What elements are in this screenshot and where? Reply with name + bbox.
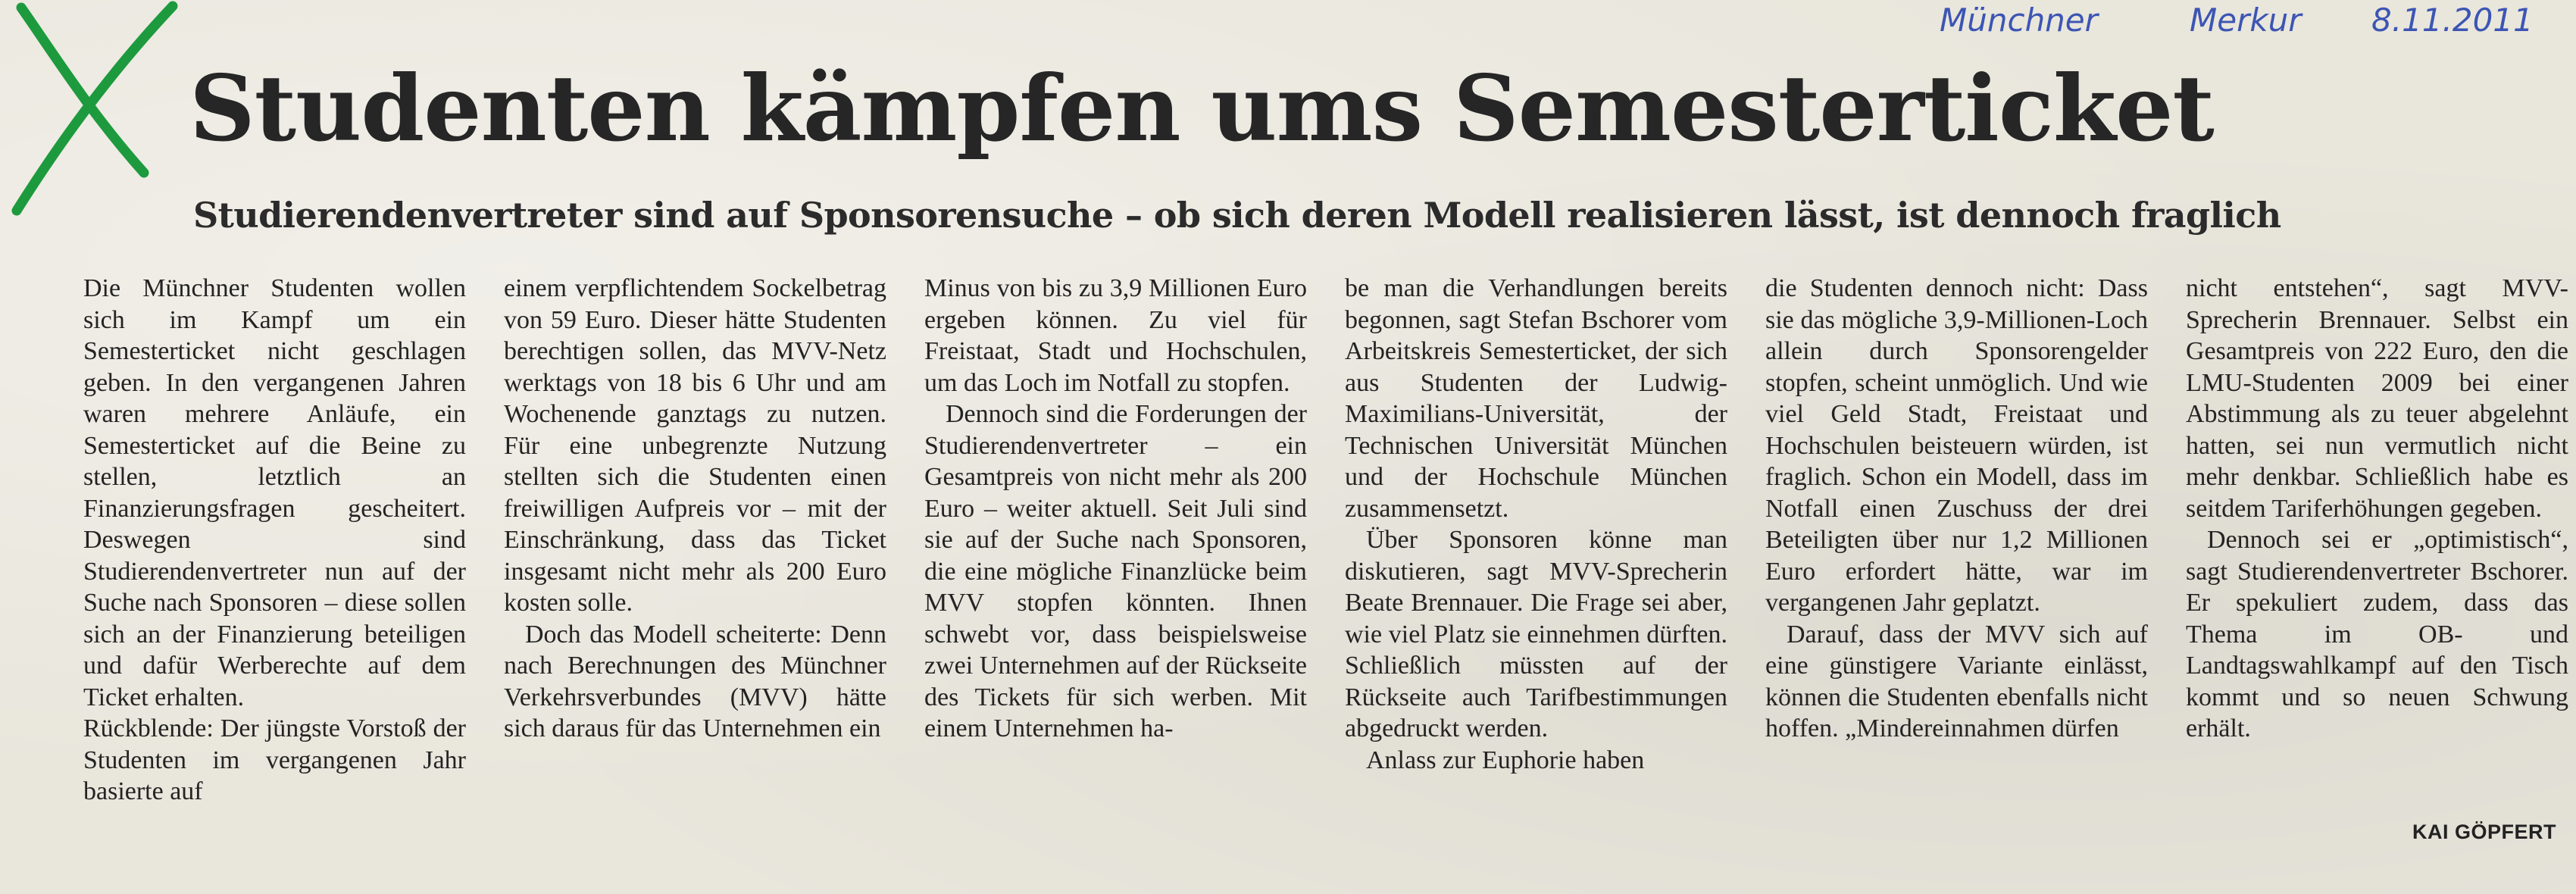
source-paper-name-2: Merkur bbox=[2190, 2, 2302, 39]
paragraph: die Studenten dennoch nicht: Dass sie das mögliche 3,9-Millionen-Loch allein durch Sponsorengelder stopfen, scheint unmöglich. Und wie viel Geld Stadt, Freistaat und Hochschulen beisteuern würden, ist fraglich. Schon ein Modell, dass im Notfall einen Zuschuss der drei Beteiligten über nur 1,2 Millionen Euro erfordert hätte, war im vergangenen Jahr geplatzt. bbox=[1765, 274, 2148, 617]
paragraph: Dennoch sei er „optimistisch“, sagt Studierendenvertreter Bschorer. Er spekuliert zudem, dass das Thema im OB- und Landtagswahlkampf auf den Tisch kommt und so neuen Schwung erhält. bbox=[2186, 526, 2568, 742]
green-x-mark-icon bbox=[0, 0, 182, 227]
paragraph: Über Sponsoren könne man diskutieren, sagt MVV-Sprecherin Beate Brennauer. Die Frage sei aber, wie viel Platz sie einnehmen dürften. Schließlich müssten auf der Rückseite auch Tarifbestimmungen abgedruckt werden. bbox=[1345, 526, 1727, 742]
article-headline: Studenten kämpfen ums Semesterticket bbox=[189, 55, 2214, 162]
article-column-4 bbox=[1345, 273, 1727, 818]
author-byline: KAI GÖPFERT bbox=[2412, 821, 2556, 843]
article-column-2 bbox=[504, 273, 886, 818]
paragraph: Die Münchner Studenten wollen sich im Kampf um ein Semesterticket nicht geschlagen geben. In den vergangenen Jahren waren mehrere Anläufe, ein Semesterticket auf die Beine zu stellen, letztlich an Finanzierungsfragen gescheitert. Deswegen sind Studierendenvertreter nun auf der Suche nach Sponsoren – diese sollen sich an der Finanzierung beteiligen und dafür Werberechte auf dem Ticket erhalten. bbox=[83, 274, 466, 711]
article-body bbox=[83, 273, 2568, 818]
article-column-1 bbox=[83, 273, 466, 818]
paragraph: einem verpflichtendem Sockelbetrag von 59 Euro. Dieser hätte Studenten berechtigen sollen, das MVV-Netz werktags von 18 bis 6 Uhr und am Wochenende ganztags zu nutzen. Für eine unbegrenzte Nutzung stellten sich die Studenten einen freiwilligen Aufpreis vor – mit der Einschränkung, dass das Ticket insgesamt nicht mehr als 200 Euro kosten solle. bbox=[504, 274, 886, 617]
paragraph: be man die Verhandlungen bereits begonnen, sagt Stefan Bschorer vom Arbeitskreis Semesterticket, der sich aus Studenten der Ludwig-Maximilians-Universität, der Technischen Universität München und der Hochschule München zusammensetzt. bbox=[1345, 274, 1727, 523]
article-column-3 bbox=[924, 273, 1307, 818]
paragraph: nicht entstehen“, sagt MVV-Sprecherin Brennauer. Selbst ein Gesamtpreis von 222 Euro, den die LMU-Studenten 2009 bei einer Abstimmung als zu teuer abgelehnt hatten, sei nun vermutlich nicht mehr denkbar. Schließlich habe es seitdem Tariferhöhungen gegeben. bbox=[2186, 274, 2568, 523]
paragraph: Dennoch sind die Forderungen der Studierendenvertreter – ein Gesamtpreis von nicht mehr als 200 Euro – weiter aktuell. Seit Juli sind sie auf der Suche nach Sponsoren, die eine mögliche Finanzlücke beim MVV stopfen könnten. Ihnen schwebt vor, dass beispielsweise zwei Unternehmen auf der Rückseite des Tickets für sich werben. Mit einem Unternehmen ha- bbox=[924, 400, 1307, 742]
paragraph: Darauf, dass der MVV sich auf eine günstigere Variante einlässt, können die Studenten ebenfalls nicht hoffen. „Mindereinnahmen dürfen bbox=[1765, 620, 2148, 742]
article-subheadline: Studierendenvertreter sind auf Sponsorensuche – ob sich deren Modell realisieren lässt, ist dennoch fraglich bbox=[193, 195, 2281, 236]
paragraph: Rückblende: Der jüngste Vorstoß der Studenten im vergangenen Jahr basierte auf bbox=[83, 714, 466, 805]
paragraph: Minus von bis zu 3,9 Millionen Euro ergeben können. Zu viel für Freistaat, Stadt und Hochschulen, um das Loch im Notfall zu stopfen. bbox=[924, 274, 1307, 397]
handwritten-source-note bbox=[1940, 2, 2546, 47]
source-date: 8.11.2011 bbox=[2371, 2, 2534, 39]
article-column-6 bbox=[2186, 273, 2568, 818]
paragraph: Anlass zur Euphorie haben bbox=[1366, 746, 1645, 774]
source-paper-name: Münchner bbox=[1940, 2, 2098, 39]
paragraph: Doch das Modell scheiterte: Denn nach Berechnungen des Münchner Verkehrsverbundes (MVV) hätte sich daraus für das Unternehmen ein bbox=[504, 620, 886, 742]
article-column-5 bbox=[1765, 273, 2148, 818]
